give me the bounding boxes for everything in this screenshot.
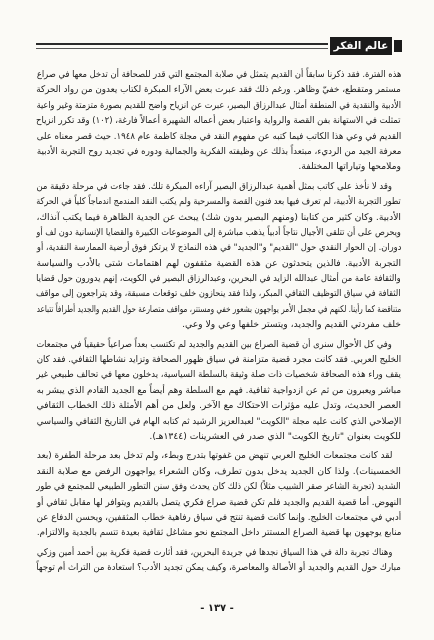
text-line bbox=[36, 67, 401, 82]
line-text: العصر الحديث، وتدل عليه مؤثرات الاحتكاك مع الآخر. ولعل من أهم الأمثلة ذلك الخطاب الثقافي bbox=[36, 400, 401, 412]
line-text: هذه الفترة. فقد ذكرنا سابقاً أن القديم يتمثل في صلابة المجتمع التي قدر للصحافة أن تدخل معها في صراع bbox=[36, 69, 401, 80]
line-text: وهناك تجربة دالة في هذا السياق نجدها في جريدة البحرين، فقد أثارت قضية فكرية بين أحمد أمين وزكي bbox=[36, 546, 392, 558]
text-line bbox=[36, 82, 401, 97]
line-text: الخمسينات). ولذا كان الجديد يدخل بدون تطرف، وكان الشعراء يواجهون الرفض مع صلابة النقد bbox=[36, 465, 401, 477]
page-number: - ١٣٧ - bbox=[200, 603, 234, 614]
journal-title bbox=[330, 37, 392, 55]
text-line bbox=[36, 398, 401, 413]
line-text: الإصلاحي الذي كانت عليه مجلة "الكويت" لعبدالعزيز الرشيد ثم كتابه الهام في التاريخ الثقافي والسياسي bbox=[36, 415, 401, 427]
text-line bbox=[36, 302, 401, 317]
line-text: الأدبية والنقدية في المنطقة أمثال عبدالرزاق البصير، عبرت عن انزياح واضح للقديم بصورة متزمتة وغير واعية bbox=[36, 99, 401, 111]
text-line bbox=[36, 159, 401, 174]
text-line bbox=[36, 210, 401, 225]
line-text: مستمر ومتقطع، خفيّ وظاهر. ورغم ذلك فقد عبرت بعض الآراء المبكرة لكتاب يعدون من رواد الحركة bbox=[36, 84, 401, 96]
text-line bbox=[36, 194, 401, 209]
text-line bbox=[36, 464, 401, 479]
line-text: معرفة الجيد من الرديء، مبتعداً بذلك عن وظيفته الفكرية والجمالية ودوره في تجديد روح التجربة الأدبية bbox=[36, 145, 401, 157]
text-line bbox=[36, 225, 401, 240]
line-text: أدبي في مجتمعات الخليج. وإنما كانت قضية تنتج في سياق رفاهية خطاب المثقفين، ويحسن الدفاع عن bbox=[36, 511, 401, 523]
text-line bbox=[36, 113, 401, 128]
line-text: التجربة الأدبية. فالذين يتحدثون عن هذه القضية مثقفون لهم اهتمامات شتى بالأدب والسياسة bbox=[36, 257, 401, 269]
text-line bbox=[36, 545, 401, 560]
line-text: وقد لا نأخذ على كاتب بمثل أهمية عبدالرزاق البصير آراءه المبكرة تلك. فقد جاءت في مرحلة دقيقة من bbox=[36, 180, 392, 192]
line-text: وملامحها وتياراتها المختلفة. bbox=[298, 161, 401, 173]
line-text: تطور التجربة الأدبية، لم تعرف فيها بعد فنون القصة والمسرحية ولم يكتب النقد المندمج اندماجاً كلياً في الحركة bbox=[36, 196, 401, 208]
line-text: الثقافة في سياق التوظيف الثقافي المبكر، ولذا فقد ينحازون خلف توقعات مسبقة، وقد يتراجعون إلى مواقف bbox=[36, 288, 401, 300]
line-text: الشديد (تجربة الشاعر صقر الشبيب مثلاً) لكن ذلك كان يحدث وفق سنن التطور الطبيعي للمجتمع في طور bbox=[36, 481, 401, 493]
line-text: والثقافة عامة من أمثال عبدالله الزايد في البحرين، وعبدالرزاق البصير في الكويت، إنهم يدورون حول قضايا bbox=[36, 273, 401, 285]
text-line bbox=[36, 337, 401, 352]
line-text: للكويت بعنوان "تاريخ الكويت" الذي صدر في العشرينات (١٣٤٤هـ). bbox=[149, 430, 401, 442]
line-text: خلف مفردتي القديم والجديد، ويتستر خلفها وعي ولا وعي. bbox=[182, 319, 401, 331]
line-text: متناقضة كما رأينا. لكنهم في مجمل الأمر يواجهون بشعور خفي ومستتر، مواقف متصارعة حول القديم والجديد أطرافاً تتباعد bbox=[36, 303, 401, 315]
line-text: مباشر ويعبرون من ثم عن ازدواجية ثقافية. فهم مع السلطة وهم أيضاً مع الجديد القادم الذي يبشر به bbox=[36, 384, 401, 396]
text-line bbox=[36, 429, 401, 444]
line-text: منابع يوجهون بها قضية الصراع المستتر داخل المجتمع نحو مشاغل ثقافية بعيدة تتسم بالجدية والالتزام. bbox=[36, 527, 401, 539]
text-line bbox=[36, 144, 401, 159]
paragraph bbox=[36, 448, 401, 540]
article-body bbox=[36, 67, 401, 576]
text-line bbox=[36, 479, 401, 494]
text-line bbox=[36, 256, 401, 271]
text-line bbox=[36, 98, 401, 113]
text-line bbox=[36, 448, 401, 463]
text-line bbox=[36, 495, 401, 510]
text-line bbox=[36, 510, 401, 525]
text-line bbox=[36, 367, 401, 382]
line-text: وفي كل الأحوال سنرى أن قضية الصراع بين القديم والجديد لم تكتسب بعداً صراعياً حقيقياً في مجتمعات bbox=[36, 338, 392, 350]
text-line bbox=[36, 286, 401, 301]
line-text: الخليج العربي. فقد كانت مجرد قضية متزامنة في سياق ظهور الصحافة وتزايد نشاطها الثقافي. فقد كان bbox=[36, 354, 401, 366]
paragraph bbox=[36, 67, 401, 175]
text-line bbox=[36, 352, 401, 367]
text-line bbox=[36, 525, 401, 540]
paragraph bbox=[36, 545, 401, 576]
text-line bbox=[36, 271, 401, 286]
line-text: القديم في وعي هذا الكاتب فيما كتبه عن مفهوم النقد في مجلة كاظمة عام ١٩٤٨. حيث قصر معناه على bbox=[36, 130, 401, 142]
line-text: لقد كانت مجتمعات الخليج العربي تنهض من غفوتها بتدرج وبطء، ولم تدخل بعد مرحلة الطفرة (بعد bbox=[36, 450, 392, 462]
text-line bbox=[36, 414, 401, 429]
line-text: دوران. إن الحوار النقدي حول "القديم" و"الجديد" في هذه النماذج لا يرتكز فوق أرضية الممارسة النقدية، أو bbox=[36, 242, 401, 254]
journal-title-text: عالم الفكر bbox=[333, 40, 389, 52]
paragraph bbox=[36, 337, 401, 445]
text-line bbox=[36, 240, 401, 255]
line-text: النهوض. أما قضية القديم والجديد فلم تكن قضية صراع فكري يتصل بالقديم ويتوافر لها مقابل ثقافي أو bbox=[36, 496, 401, 508]
line-text: يقف وراء هذه الصحافة شخصيات ذات صلة وثيقة بالسلطة السياسية، يدخلون معها في تحالف طبيعي غير bbox=[36, 369, 401, 381]
text-line bbox=[36, 383, 401, 398]
line-text: ويحرص على أن تتلقى الأجيال نتاجاً أدبياً يذهب مباشرة إلى الموضوعات الكبيرة والقضايا الإنسانية دون لف أو bbox=[36, 226, 401, 238]
line-text: تمثلت في الاستهانة بفن القصة والرواية واعتبار بعض أعماله الشهيرة أعمالاً فارغة، (١٠٢) وقد تكرر انزياح bbox=[36, 115, 402, 127]
paragraph bbox=[36, 179, 401, 333]
text-line bbox=[36, 179, 401, 194]
line-text: الأدبية. وكان كثير من كتابنا (ومنهم البصير بدون شك) يبحث عن الجدية الظاهرة فيما يكتب آنذاك، bbox=[36, 211, 401, 223]
text-line bbox=[36, 129, 401, 144]
header-rule bbox=[36, 43, 328, 49]
text-line bbox=[36, 560, 401, 575]
line-text: مبارك حول القديم والجديد أو الأصالة والمعاصرة، وكيف يمكن تجديد الأدب؟ استعادة من التراث أم توجهاً bbox=[36, 562, 401, 574]
text-line bbox=[36, 317, 401, 332]
header-square-mark bbox=[394, 40, 402, 52]
